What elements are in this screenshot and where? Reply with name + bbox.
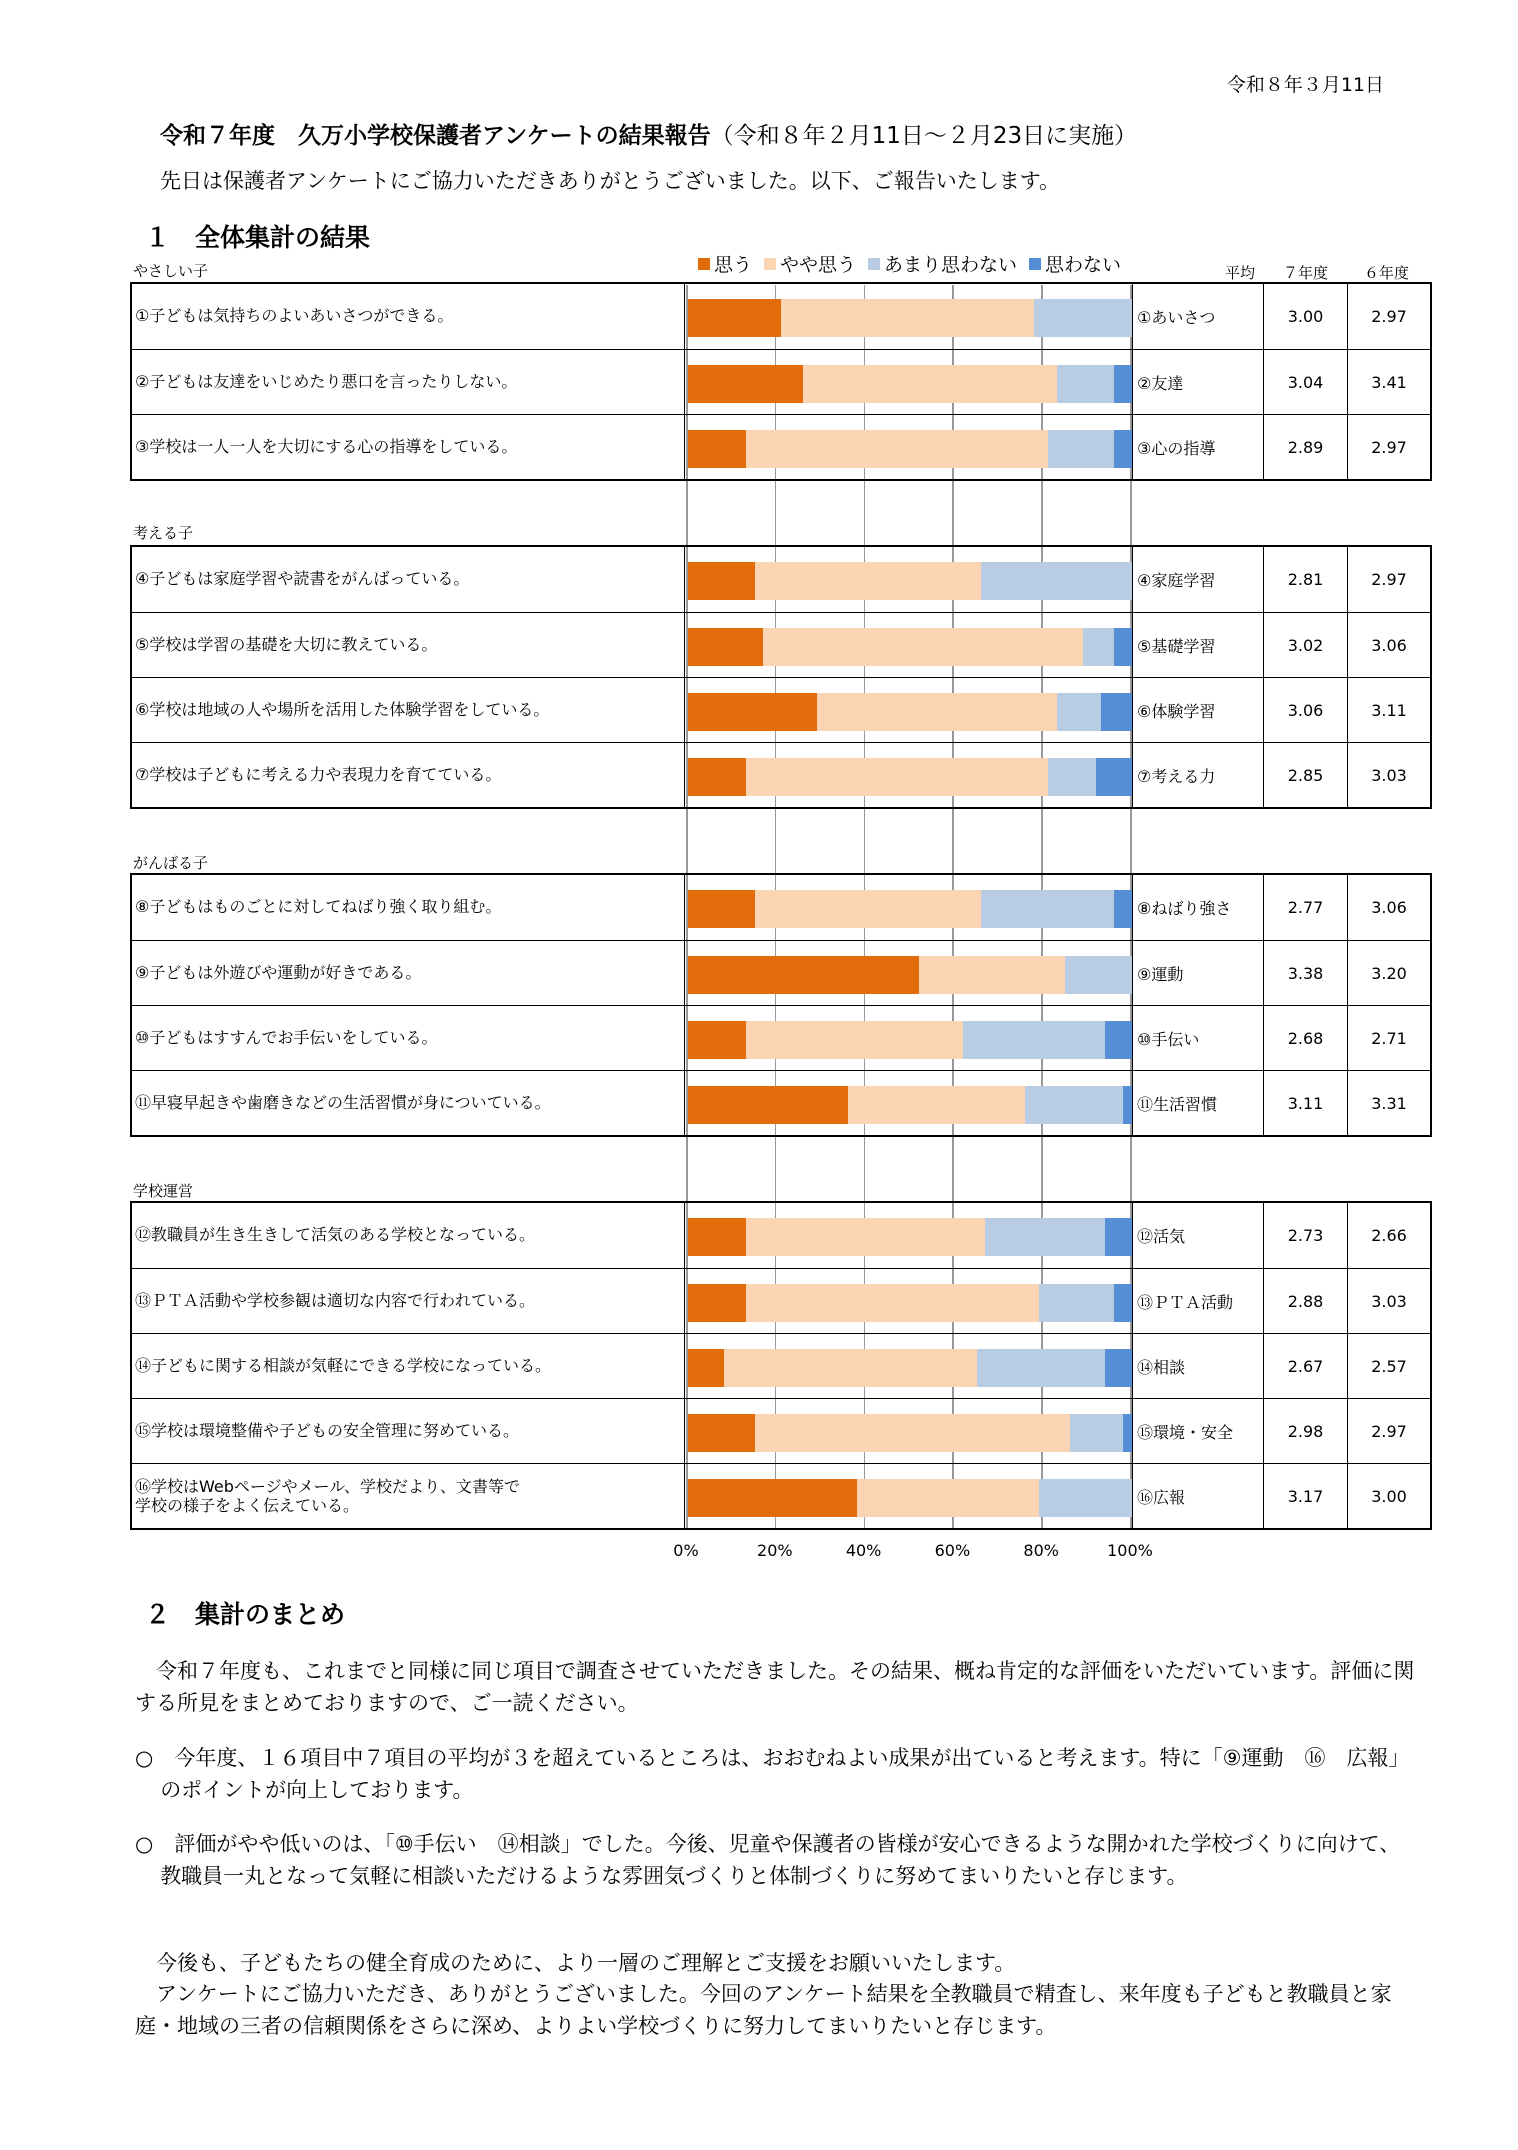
legend-item — [868, 250, 1017, 277]
bar-segment-1 — [688, 890, 755, 928]
bar-segment-1 — [688, 693, 817, 731]
axis-tick-label: 80% — [1023, 1541, 1059, 1560]
table-row — [132, 1203, 1430, 1268]
stacked-bar — [688, 430, 1132, 468]
year7-header: ７年度 — [1283, 264, 1329, 282]
item-keyword: ⑤基礎学習 — [1132, 613, 1264, 678]
question-text: ⑩子どもはすすんでお手伝いをしている。 — [132, 1006, 685, 1071]
question-text: ⑭子どもに関する相談が気軽にできる学校になっている。 — [132, 1334, 685, 1399]
summary-paragraph-2: 今後も、子どもたちの健全育成のために、より一層のご理解とご支援をお願いいたします。 — [135, 1951, 1016, 1975]
item-keyword: ⑦考える力 — [1132, 743, 1264, 808]
bar-segment-3 — [977, 1349, 1106, 1387]
question-text: ⑮学校は環境整備や子どもの安全管理に努めている。 — [132, 1399, 685, 1464]
survey-group-table — [130, 1201, 1432, 1530]
item-keyword: ⑥体験学習 — [1132, 678, 1264, 743]
bar-segment-4 — [1101, 693, 1132, 731]
stacked-bar — [688, 1479, 1132, 1517]
axis-tick-label: 100% — [1107, 1541, 1153, 1560]
bar-segment-2 — [746, 430, 1048, 468]
bar-segment-4 — [1114, 365, 1132, 403]
bar-segment-4 — [1105, 1349, 1132, 1387]
bar-segment-2 — [857, 1479, 1039, 1517]
bar-segment-1 — [688, 1021, 746, 1059]
survey-group-table — [130, 545, 1432, 809]
table-row — [132, 875, 1430, 940]
bar-segment-4 — [1114, 1284, 1132, 1322]
avg-year7: 3.02 — [1264, 613, 1348, 678]
question-text: ④子どもは家庭学習や読書をがんばっている。 — [132, 547, 685, 612]
bar-segment-2 — [755, 1414, 1070, 1452]
survey-group-table — [130, 282, 1432, 481]
legend-label: あまり思わない — [884, 254, 1018, 276]
avg-year6: 2.57 — [1371, 1357, 1407, 1376]
bar-segment-2 — [755, 890, 981, 928]
avg-year7: 3.17 — [1264, 1464, 1348, 1529]
item-keyword: ⑮環境・安全 — [1132, 1399, 1264, 1464]
item-keyword: ⑬ＰＴＡ活動 — [1132, 1269, 1264, 1334]
avg-year7: 2.88 — [1264, 1269, 1348, 1334]
item-keyword: ⑩手伝い — [1132, 1006, 1264, 1071]
bar-segment-4 — [1105, 1218, 1132, 1256]
bar-segment-3 — [1070, 1414, 1123, 1452]
avg-year6: 2.97 — [1371, 570, 1407, 589]
bar-segment-2 — [755, 562, 981, 600]
section1-heading: １ 全体集計の結果 — [145, 223, 371, 252]
avg-year6: 3.41 — [1371, 373, 1407, 392]
bar-segment-4 — [1105, 1021, 1132, 1059]
survey-group-table — [130, 873, 1432, 1137]
bar-segment-2 — [817, 693, 1057, 731]
bar-segment-1 — [688, 430, 746, 468]
avg-year6: 3.03 — [1371, 1292, 1407, 1311]
question-text: ⑯学校はWebページやメール、学校だより、文書等で 学校の様子をよく伝えている。 — [132, 1464, 685, 1529]
question-text: ⑧子どもはものごとに対してねばり強く取り組む。 — [132, 875, 685, 940]
axis-tick-label: 60% — [934, 1541, 971, 1560]
bar-segment-1 — [688, 1349, 724, 1387]
item-keyword: ⑫活気 — [1132, 1203, 1264, 1268]
bar-segment-3 — [1039, 1284, 1114, 1322]
bar-segment-3 — [1083, 628, 1114, 666]
table-row — [132, 1070, 1430, 1136]
table-row — [132, 284, 1430, 349]
bar-segment-3 — [1057, 365, 1115, 403]
legend-swatch — [1029, 258, 1041, 270]
table-row — [132, 1398, 1430, 1464]
bar-segment-3 — [981, 890, 1114, 928]
stacked-bar — [688, 1414, 1132, 1452]
report-date: 令和８年３月11日 — [1226, 74, 1384, 96]
stacked-bar — [688, 1218, 1132, 1256]
avg-year7: 2.89 — [1264, 415, 1348, 480]
title-text: 令和７年度 久万小学校保護者アンケートの結果報告 — [160, 123, 711, 149]
item-keyword: ⑪生活習慣 — [1132, 1071, 1264, 1136]
stacked-bar — [688, 1021, 1132, 1059]
avg-year7: 3.04 — [1264, 350, 1348, 415]
bar-segment-4 — [1114, 628, 1132, 666]
bar-segment-2 — [746, 1284, 1039, 1322]
bar-segment-2 — [781, 299, 1034, 337]
avg-year7: 3.11 — [1264, 1071, 1348, 1136]
chart-legend — [698, 250, 1121, 277]
table-row — [132, 612, 1430, 678]
avg-year7: 3.06 — [1264, 678, 1348, 743]
summary-bullet-2: ○ 評価がやや低いのは、「⑩手伝い ⑭相談」でした。今後、児童や保護者の皆様が安心できるような開かれた学校づくりに向けて、教職員一丸となって気軽に相談いただけるような雰囲気づくりと体制づくりに努めてまいりたいと存じます。 — [135, 1832, 1401, 1888]
summary-paragraph-1: 令和７年度も、これまでと同様に同じ項目で調査させていただきました。その結果、概ね肯定的な評価をいただいています。評価に関する所見をまとめておりますので、ご一読ください。 — [135, 1659, 1415, 1715]
bar-segment-1 — [688, 562, 755, 600]
stacked-bar — [688, 890, 1132, 928]
table-row — [132, 1333, 1430, 1399]
axis-tick-label: 40% — [845, 1541, 882, 1560]
legend-label: 思う — [714, 254, 753, 276]
avg-year6: 2.97 — [1371, 307, 1407, 326]
bar-segment-2 — [803, 365, 1056, 403]
item-keyword: ④家庭学習 — [1132, 547, 1264, 612]
avg-year6: 3.20 — [1371, 964, 1407, 983]
bar-segment-2 — [746, 1021, 964, 1059]
avg-year7: 2.67 — [1264, 1334, 1348, 1399]
table-row — [132, 1268, 1430, 1334]
question-text: ②子どもは友達をいじめたり悪口を言ったりしない。 — [132, 350, 685, 415]
item-keyword: ⑯広報 — [1132, 1464, 1264, 1529]
bar-segment-1 — [688, 299, 781, 337]
avg-year6: 2.97 — [1371, 1422, 1407, 1441]
item-keyword: ①あいさつ — [1132, 284, 1264, 349]
axis-tick-label: 20% — [757, 1541, 793, 1560]
avg-year6: 3.11 — [1371, 701, 1407, 720]
bar-segment-3 — [1048, 758, 1097, 796]
item-keyword: ⑨運動 — [1132, 941, 1264, 1006]
stacked-bar — [688, 1349, 1132, 1387]
avg-year7: 3.38 — [1264, 941, 1348, 1006]
stacked-bar — [688, 1086, 1132, 1124]
stacked-bar — [688, 365, 1132, 403]
avg-year6: 2.66 — [1371, 1226, 1407, 1245]
bar-segment-2 — [763, 628, 1083, 666]
bar-segment-2 — [848, 1086, 1026, 1124]
stacked-bar — [688, 693, 1132, 731]
legend-label: やや思う — [780, 254, 857, 276]
bar-segment-3 — [1057, 693, 1101, 731]
bar-segment-3 — [1025, 1086, 1123, 1124]
bar-segment-1 — [688, 1479, 857, 1517]
group-label: がんばる子 — [133, 854, 209, 872]
table-row — [132, 547, 1430, 612]
bar-segment-4 — [1096, 758, 1132, 796]
bar-segment-4 — [1123, 1414, 1132, 1452]
stacked-bar — [688, 628, 1132, 666]
table-row — [132, 742, 1430, 808]
legend-item — [1029, 250, 1121, 277]
bar-segment-3 — [981, 562, 1132, 600]
bar-segment-3 — [1065, 956, 1132, 994]
axis-tick-label: 0% — [673, 1541, 699, 1560]
summary-paragraph-3: アンケートにご協力いただき、ありがとうございました。今回のアンケート結果を全教職員で精査し、来年度も子どもと教職員と家庭・地域の三者の信頼関係をさらに深め、よりよい学校づくりに努力してまいりたいと存じます。 — [135, 1982, 1392, 2038]
question-text: ⑪早寝早起きや歯磨きなどの生活習慣が身についている。 — [132, 1071, 685, 1136]
question-text: ⑦学校は子どもに考える力や表現力を育てている。 — [132, 743, 685, 808]
stacked-bar — [688, 562, 1132, 600]
bar-segment-2 — [746, 1218, 986, 1256]
summary-bullet-1: ○ 今年度、１６項目中７項目の平均が３を超えているところは、おおむねよい成果が出ていると考えます。特に「⑨運動 ⑯ 広報」のポイントが向上しております。 — [135, 1746, 1410, 1802]
stacked-bar — [688, 1284, 1132, 1322]
bar-segment-3 — [985, 1218, 1105, 1256]
bar-segment-2 — [724, 1349, 977, 1387]
question-text: ③学校は一人一人を大切にする心の指導をしている。 — [132, 415, 685, 480]
legend-item — [698, 250, 752, 277]
group-label: やさしい子 — [133, 262, 209, 280]
group-label: 考える子 — [133, 524, 194, 542]
question-text: ⑫教職員が生き生きして活気のある学校となっている。 — [132, 1203, 685, 1268]
table-row — [132, 1463, 1430, 1529]
bar-segment-1 — [688, 1218, 746, 1256]
item-keyword: ⑧ねばり強さ — [1132, 875, 1264, 940]
question-text: ①子どもは気持ちのよいあいさつができる。 — [132, 284, 685, 349]
question-text: ⑨子どもは外遊びや運動が好きである。 — [132, 941, 685, 1006]
legend-swatch — [698, 258, 710, 270]
table-row — [132, 349, 1430, 415]
bar-segment-4 — [1114, 890, 1132, 928]
year6-header: ６年度 — [1364, 264, 1410, 282]
bar-segment-1 — [688, 628, 763, 666]
bar-segment-1 — [688, 758, 746, 796]
avg-year6: 2.71 — [1371, 1029, 1407, 1048]
avg-year6: 3.06 — [1371, 898, 1407, 917]
intro-text: 先日は保護者アンケートにご協力いただきありがとうございました。以下、ご報告いたします。 — [160, 169, 1061, 193]
avg-year7: 2.98 — [1264, 1399, 1348, 1464]
avg-year7: 2.77 — [1264, 875, 1348, 940]
section2-heading: ２ 集計のまとめ — [145, 1600, 346, 1629]
avg-year6: 3.31 — [1371, 1094, 1407, 1113]
avg-year7: 3.00 — [1264, 284, 1348, 349]
avg-year7: 2.68 — [1264, 1006, 1348, 1071]
bar-segment-2 — [919, 956, 1066, 994]
question-text: ⑥学校は地域の人や場所を活用した体験学習をしている。 — [132, 678, 685, 743]
stacked-bar — [688, 299, 1132, 337]
avg-header: 平均 — [1225, 264, 1256, 282]
table-row — [132, 677, 1430, 743]
bar-segment-3 — [1048, 430, 1115, 468]
legend-label: 思わない — [1045, 254, 1122, 276]
bar-segment-2 — [746, 758, 1048, 796]
legend-swatch — [868, 258, 880, 270]
avg-year6: 3.06 — [1371, 636, 1407, 655]
bar-segment-4 — [1114, 430, 1132, 468]
bar-segment-3 — [963, 1021, 1105, 1059]
item-keyword: ②友達 — [1132, 350, 1264, 415]
question-text: ⑬ＰＴＡ活動や学校参観は適切な内容で行われている。 — [132, 1269, 685, 1334]
bar-segment-1 — [688, 1414, 755, 1452]
bar-segment-4 — [1123, 1086, 1132, 1124]
question-text: ⑤学校は学習の基礎を大切に教えている。 — [132, 613, 685, 678]
table-row — [132, 1005, 1430, 1071]
table-row — [132, 940, 1430, 1006]
stacked-bar — [688, 758, 1132, 796]
avg-year6: 2.97 — [1371, 438, 1407, 457]
avg-year7: 2.81 — [1264, 547, 1348, 612]
legend-swatch — [764, 258, 776, 270]
survey-period: （令和８年２月11日～２月23日に実施） — [710, 123, 1138, 149]
avg-year6: 3.00 — [1371, 1487, 1407, 1506]
bar-segment-3 — [1034, 299, 1132, 337]
item-keyword: ⑭相談 — [1132, 1334, 1264, 1399]
bar-segment-1 — [688, 956, 919, 994]
page-title — [160, 117, 1137, 150]
legend-item — [764, 250, 856, 277]
bar-segment-3 — [1039, 1479, 1132, 1517]
avg-year6: 3.03 — [1371, 766, 1407, 785]
item-keyword: ③心の指導 — [1132, 415, 1264, 480]
stacked-bar — [688, 956, 1132, 994]
bar-segment-1 — [688, 1086, 848, 1124]
avg-year7: 2.85 — [1264, 743, 1348, 808]
bar-segment-1 — [688, 1284, 746, 1322]
group-label: 学校運営 — [133, 1182, 194, 1200]
bar-segment-1 — [688, 365, 803, 403]
table-row — [132, 414, 1430, 480]
avg-year7: 2.73 — [1264, 1203, 1348, 1268]
